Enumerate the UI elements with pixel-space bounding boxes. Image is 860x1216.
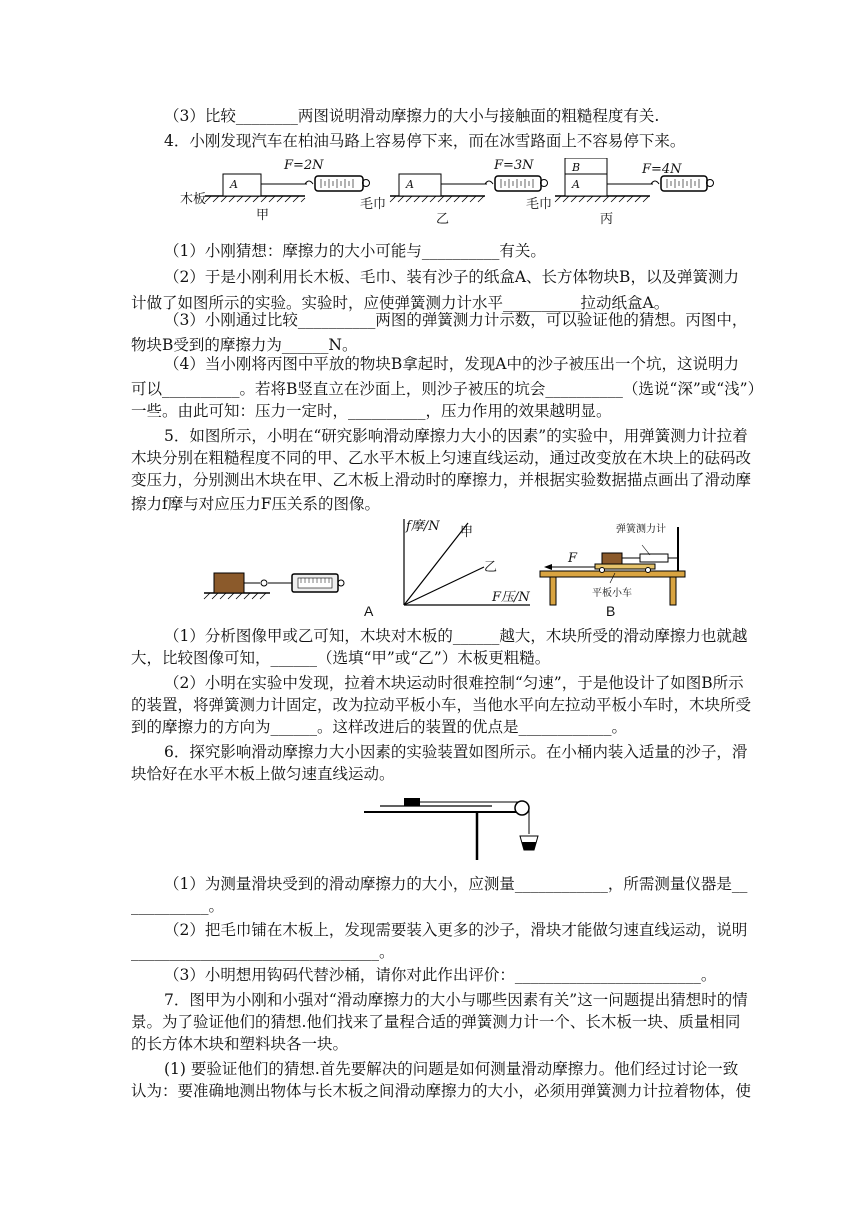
q7-1a: (1) 要验证他们的猜想.首先要解决的问题是如何测量滑动摩擦力。他们经过讨论一致 [164, 1060, 739, 1078]
caption-yi: 乙 [436, 212, 450, 227]
q4-4c: 一些。由此可知：压力一定时，__________，压力作用的效果越明显。 [131, 402, 612, 420]
q6-1a: （1）为测量滑块受到的滑动摩擦力的大小，应测量____________，所需测量仪器是__ [164, 875, 748, 893]
q5-2c: 到的摩擦力的方向为______。这样改进后的装置的优点是____________。 [131, 718, 628, 736]
q6-2b: ________________________________。 [131, 943, 395, 961]
spring-meter-label: 弹簧测力计 [616, 524, 666, 535]
q5-2a: （2）小明在实验中发现，拉着木块运动时很难控制“匀速”，于是他设计了如图B所示 [164, 674, 744, 692]
q5-2b: 的装置，将弹簧测力计固定，改为拉动平板小车，当他水平向左拉动平板小车时，木块所受 [131, 696, 752, 714]
block-on-floor [204, 573, 344, 599]
q6-stem-a: 6．探究影响滑动摩擦力大小因素的实验装置如图所示。在小桶内装入适量的沙子，滑 [164, 743, 748, 761]
force-label-yi: F=3N [494, 158, 534, 173]
surface-label-yi: 毛巾 [360, 197, 387, 212]
cart-label: 平板小车 [592, 588, 632, 599]
q6-2a: （2）把毛巾铺在木板上，发现需要装入更多的沙子，滑块才能做匀速直线运动，说明 [164, 921, 748, 939]
block-a-bing: A [572, 178, 580, 191]
q6-stem-b: 块恰好在水平木板上做匀速直线运动。 [131, 765, 395, 783]
q4-4a: （4）当小刚将丙图中平放的物块B拿起时，发现A中的沙子被压出一个坑，这说明力 [164, 355, 739, 373]
force-label-bing: F=4N [642, 162, 682, 177]
q4-2a: （2）于是小刚利用长木板、毛巾、装有沙子的纸盒A、长方体物块B，以及弹簧测力 [164, 268, 739, 286]
force-label-jia: F=2N [284, 158, 324, 173]
q5-stem-a: 5．如图所示，小明在“研究影响滑动摩擦力大小的因素”的实验中，用弹簧测力计拉着 [164, 427, 748, 445]
q7-stem-b: 景。为了验证他们的猜想.他们找来了量程合适的弹簧测力计一个、长木板一块、质量相同 [131, 1013, 741, 1031]
q4-3b: 物块B受到的摩擦力为______N。 [131, 336, 358, 354]
q7-1b: 认为：要准确地测出物体与长木板之间滑动摩擦力的大小，必须用弹簧测力计拉着物体，使 [131, 1082, 752, 1100]
q5-stem-d: 擦力f摩与对应压力F压关系的图像。 [131, 495, 380, 513]
line-label-jia: 甲 [460, 525, 474, 540]
block-b-bing: B [572, 161, 581, 174]
q3-compare: （3）比较________两图说明滑动摩擦力的大小与接触面的粗糙程度有关. [164, 107, 660, 125]
caption-bing: 丙 [600, 212, 614, 227]
pull-force-label: F [568, 551, 578, 566]
q5-stem-c: 变压力，分别测出木块在甲、乙木板上滑动时的摩擦力，并根据实验数据描点画出了滑动摩 [131, 471, 752, 489]
block-a-jia: A [230, 178, 238, 191]
caption-b: B [606, 603, 616, 619]
y-axis-label: f摩/N [406, 519, 440, 534]
q6-1b: __________。 [131, 897, 225, 915]
surface-label-bing: 毛巾 [526, 197, 553, 212]
q4-4b: 可以__________。若将B竖直立在沙面上，则沙子被压的坑会__________（选说“深”或“浅”） [131, 380, 764, 398]
block-a-yi: A [406, 178, 414, 191]
x-axis-label: F压/N [492, 590, 530, 605]
q7-stem-c: 的长方体木块和塑料块各一块。 [131, 1035, 349, 1053]
q7-stem-a: 7．图甲为小刚和小强对“滑动摩擦力的大小与哪些因素有关”这一问题提出猜想时的情 [164, 991, 748, 1009]
q5-1b: 大，比较图像可知，______（选填“甲”或“乙”）木板更粗糙。 [131, 649, 551, 667]
q6-3: （3）小明想用钩码代替沙桶，请你对此作出评价：________________________。 [164, 966, 717, 984]
q4-2b: 计做了如图所示的实验。实验时，应使弹簧测力计水平__________拉动纸盒A。 [131, 294, 670, 312]
q4-stem: 4．小刚发现汽车在柏油马路上容易停下来，而在冰雪路面上不容易停下来。 [164, 132, 686, 150]
surface-label-jia: 木板 [180, 192, 207, 207]
line-label-yi: 乙 [484, 560, 498, 575]
q5-stem-b: 木块分别在粗糙程度不同的甲、乙水平木板上匀速直线运动，通过改变放在木块上的砝码改 [131, 449, 752, 467]
q5-1a: （1）分析图像甲或乙可知，木块对木板的______越大，木块所受的滑动摩擦力也就越 [164, 627, 748, 645]
q4-3a: （3）小刚通过比较__________两图的弹簧测力计示数，可以验证他的猜想。丙图中， [164, 311, 748, 329]
caption-a: A [364, 603, 374, 619]
caption-jia: 甲 [256, 208, 270, 223]
pulley-apparatus [360, 788, 540, 863]
q4-1: （1）小刚猜想：摩擦力的大小可能与__________有关。 [164, 242, 546, 260]
